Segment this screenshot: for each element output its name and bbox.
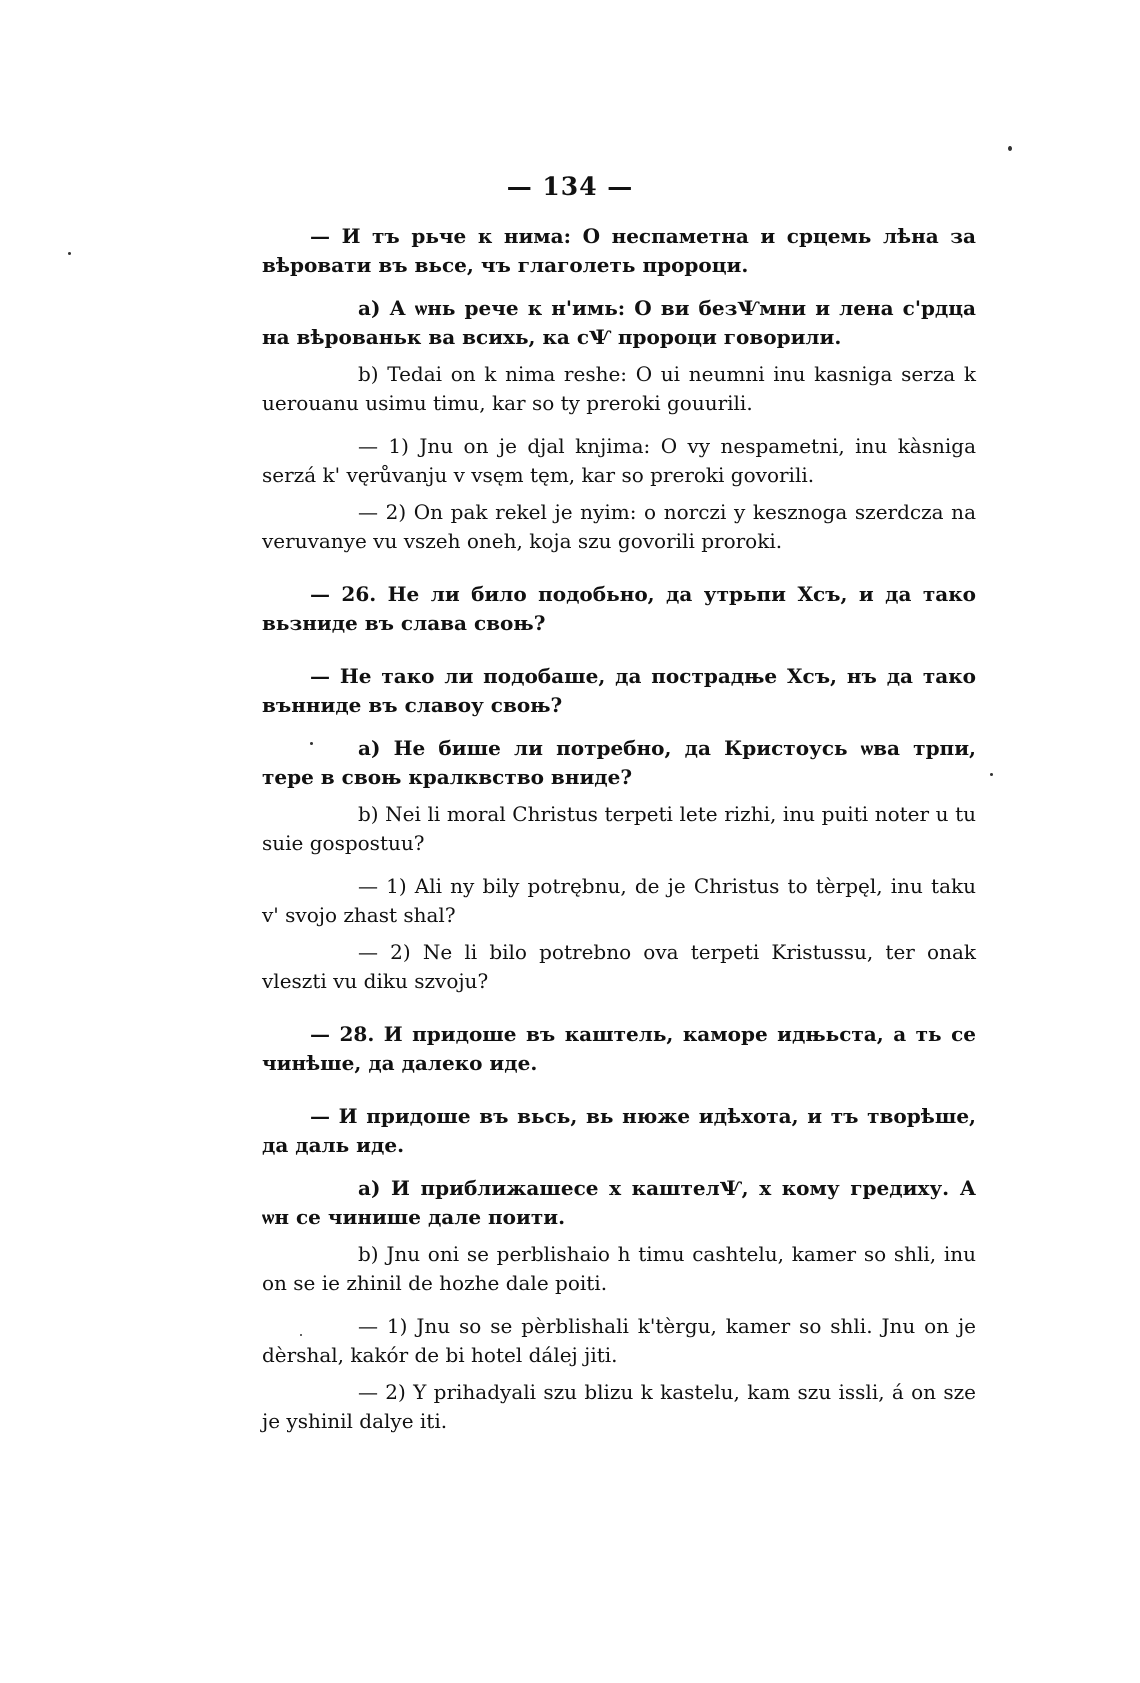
verse-26-variant-b: b) Nei li moral Christus terpeti lete rizhi, inu puiti noter u tu suie gospostuu? — [262, 802, 976, 855]
verse-28-variant-2: — 2) Y prihadyali szu blizu k kastelu, kam szu issli, á on sze je yshinil dalye iti. — [262, 1380, 976, 1433]
verse-25-variant-1: — 1) Jnu on je djal knjima: O vy nespametni, inu kàsniga serzá k' vęrůvanju v vsęm tęm, kar so preroki govorili. — [262, 434, 976, 487]
verse-28-variant-b: b) Jnu oni se perblishaio h timu cashtelu, kamer so shli, inu on se ie zhinil de hozhe dale poiti. — [262, 1242, 976, 1295]
verse-25-variant-a: a) А ѡнь рече к н'имь: О ви безѰмни и лена с'рдца на вѣрованьк ва всихь, ка сѰ пророци говорили. — [262, 296, 976, 349]
scan-speck — [1008, 146, 1012, 151]
scan-speck — [300, 1334, 302, 1336]
verse-25-church-slavonic: — И тъ рьче к нима: О неспаметна и срцемь лѣна за вѣровати въ вьсе, чъ глаголеть пророци. — [262, 224, 976, 277]
scan-speck — [310, 742, 313, 745]
text-column — [262, 222, 976, 1436]
verse-28-church-slavonic: — 28. И придоше въ каштель, каморе идњьста, а ть се чинѣше, да далеко иде. — [262, 1022, 976, 1075]
verse-26-alt-slavonic: — Не тако ли подобаше, да пострадње Хсъ, нъ да тако вънниде въ славоу своњ? — [262, 664, 976, 717]
verse-28-variant-a: a) И приближашесе х каштелѰ, х кому гредиху. А ѡн се чинише дале поити. — [262, 1176, 976, 1229]
verse-25-variant-2: — 2) On pak rekel je nyim: o norczi y kesznoga szerdcza na veruvanye vu vszeh oneh, koja szu govorili proroki. — [262, 500, 976, 553]
verse-26-church-slavonic: — 26. Не ли било подобьно, да утрьпи Хсъ, и да тако вьзниде въ слава своњ? — [262, 582, 976, 635]
verse-26-variant-1: — 1) Ali ny bily potrębnu, de je Christus to tèrpęl, inu taku v' svojo zhast shal? — [262, 874, 976, 927]
verse-25-variant-b: b) Tedai on k nima reshe: O ui neumni inu kasniga serza k uerouanu usimu timu, kar so ty preroki gouurili. — [262, 362, 976, 415]
verse-28-variant-1: — 1) Jnu so se pèrblishali k'tèrgu, kamer so shli. Jnu on je dèrshal, kakór de bi hotel dálej jiti. — [262, 1314, 976, 1367]
verse-28-alt-slavonic: — И придоше въ вьсь, вь нюже идѣхота, и тъ творѣше, да даль иде. — [262, 1104, 976, 1157]
verse-26-variant-a: a) Не бише ли потребно, да Кристоусь ѡва трпи, тере в своњ кралквство вниде? — [262, 736, 976, 789]
verse-26-variant-2: — 2) Ne li bilo potrebno ova terpeti Kristussu, ter onak vleszti vu diku szvoju? — [262, 940, 976, 993]
scan-speck — [68, 252, 71, 255]
scan-speck — [990, 773, 993, 776]
page-number: — 134 — — [506, 172, 634, 201]
